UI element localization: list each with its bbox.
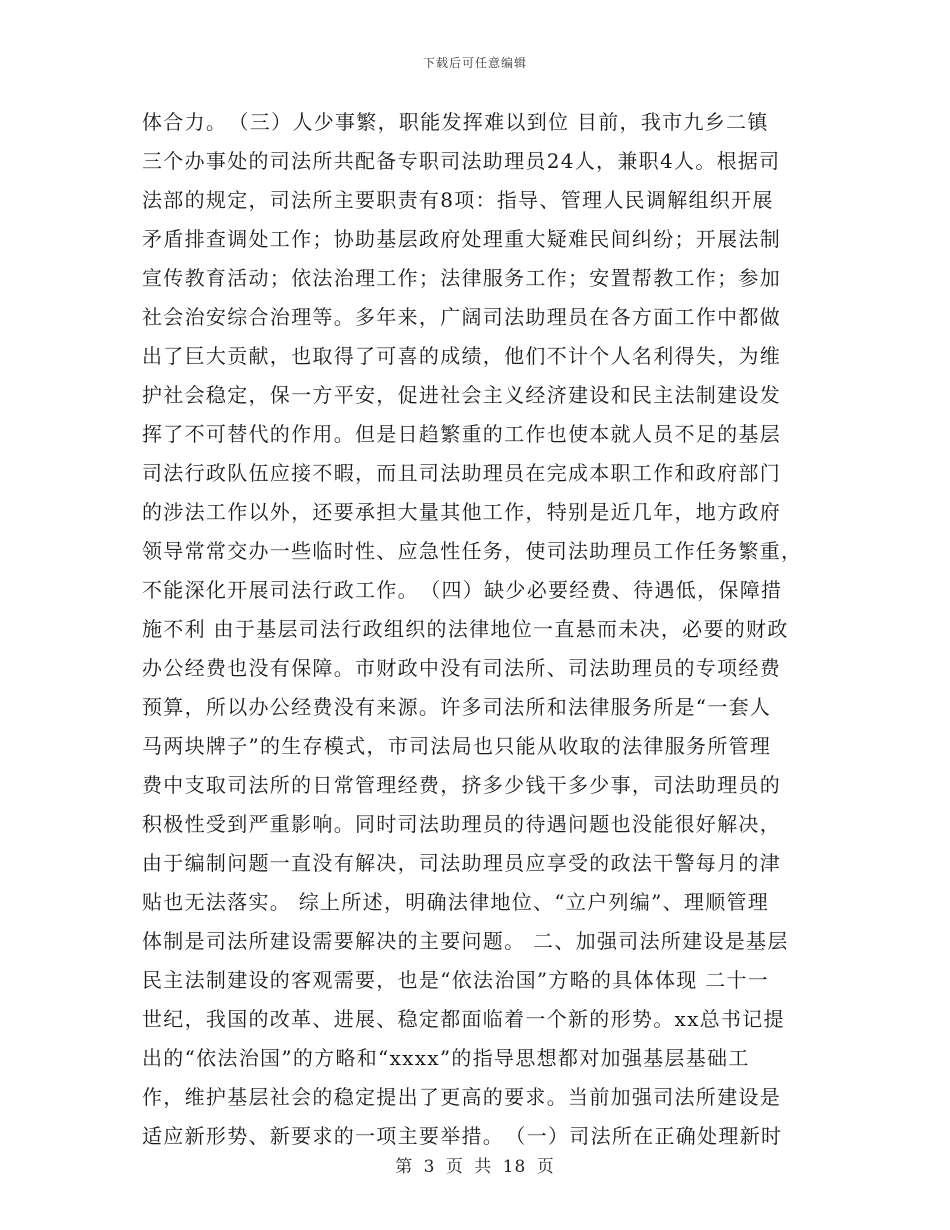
text-line: 由于编制问题一直没有解决，司法助理员应享受的政法干警每月的津 [142,851,781,875]
text-line: 司法行政队伍应接不暇，而且司法助理员在完成本职工作和政府部门 [142,461,781,485]
text-line: 贴也无法落实。 综上所述，明确法律地位、“立户列编”、理顺管理 [142,890,770,914]
page-header-note: 下载后可任意编辑 [422,56,527,70]
text-line: 出了巨大贡献，也取得了可喜的成绩，他们不计个人名利得失，为维 [142,344,781,368]
text-line: 积极性受到严重影响。同时司法助理员的待遇问题也没能很好解决， [142,812,781,836]
text-line: 民主法制建设的客观需要，也是“依法治国”方略的具体体现 二十一 [142,968,770,992]
text-line: 作，维护基层社会的稳定提出了更高的要求。当前加强司法所建设是 [142,1085,781,1109]
text-line: 体制是司法所建设需要解决的主要问题。 二、加强司法所建设是基层 [142,929,789,953]
text-line: 社会治安综合治理等。多年来，广阔司法助理员在各方面工作中都做 [142,305,781,329]
body-text [142,103,812,1156]
text-line: 体合力。 （三）人少事繁，职能发挥难以到位 目前，我市九乡二镇 [142,110,769,134]
text-line: 预算，所以办公经费没有来源。许多司法所和法律服务所是“一套人 [142,695,772,719]
text-line: 出的“依法治国”的方略和“xxxx”的指导思想都对加强基层基础工 [142,1046,750,1070]
text-line: 马两块牌子”的生存模式，市司法局也只能从收取的法律服务所管理 [142,734,772,758]
page-number: 第 3 页 共 18 页 [395,1157,555,1177]
text-line: 法部的规定，司法所主要职责有8项：指导、管理人民调解组织开展 [142,188,774,212]
text-line: 的涉法工作以外，还要承担大量其他工作，特别是近几年，地方政府 [142,500,781,524]
text-line: 三个办事处的司法所共配备专职司法助理员24人，兼职4人。根据司 [142,149,781,173]
text-line: 挥了不可替代的作用。但是日趋繁重的工作也使本就人员不足的基层 [142,422,781,446]
text-line: 宣传教育活动；依法治理工作；法律服务工作；安置帮教工作；参加 [142,266,781,290]
text-line: 适应新形势、新要求的一项主要举措。 （一）司法所在正确处理新时 [142,1124,783,1148]
text-line: 费中支取司法所的日常管理经费，挤多少钱干多少事，司法助理员的 [142,773,781,797]
text-line: 世纪，我国的改革、进展、稳定都面临着一个新的形势。xx总书记提 [142,1007,785,1031]
text-line: 施不利 由于基层司法行政组织的法律地位一直悬而未决，必要的财政 [142,617,789,641]
text-line: 护社会稳定，保一方平安，促进社会主义经济建设和民主法制建设发 [142,383,781,407]
text-line: 不能深化开展司法行政工作。 （四）缺少必要经费、待遇低，保障措 [142,578,783,602]
text-line: 领导常常交办一些临时性、应急性任务，使司法助理员工作任务繁重， [142,539,803,563]
text-line: 办公经费也没有保障。市财政中没有司法所、司法助理员的专项经费 [142,656,781,680]
text-line: 矛盾排查调处工作；协助基层政府处理重大疑难民间纠纷；开展法制 [142,227,781,251]
